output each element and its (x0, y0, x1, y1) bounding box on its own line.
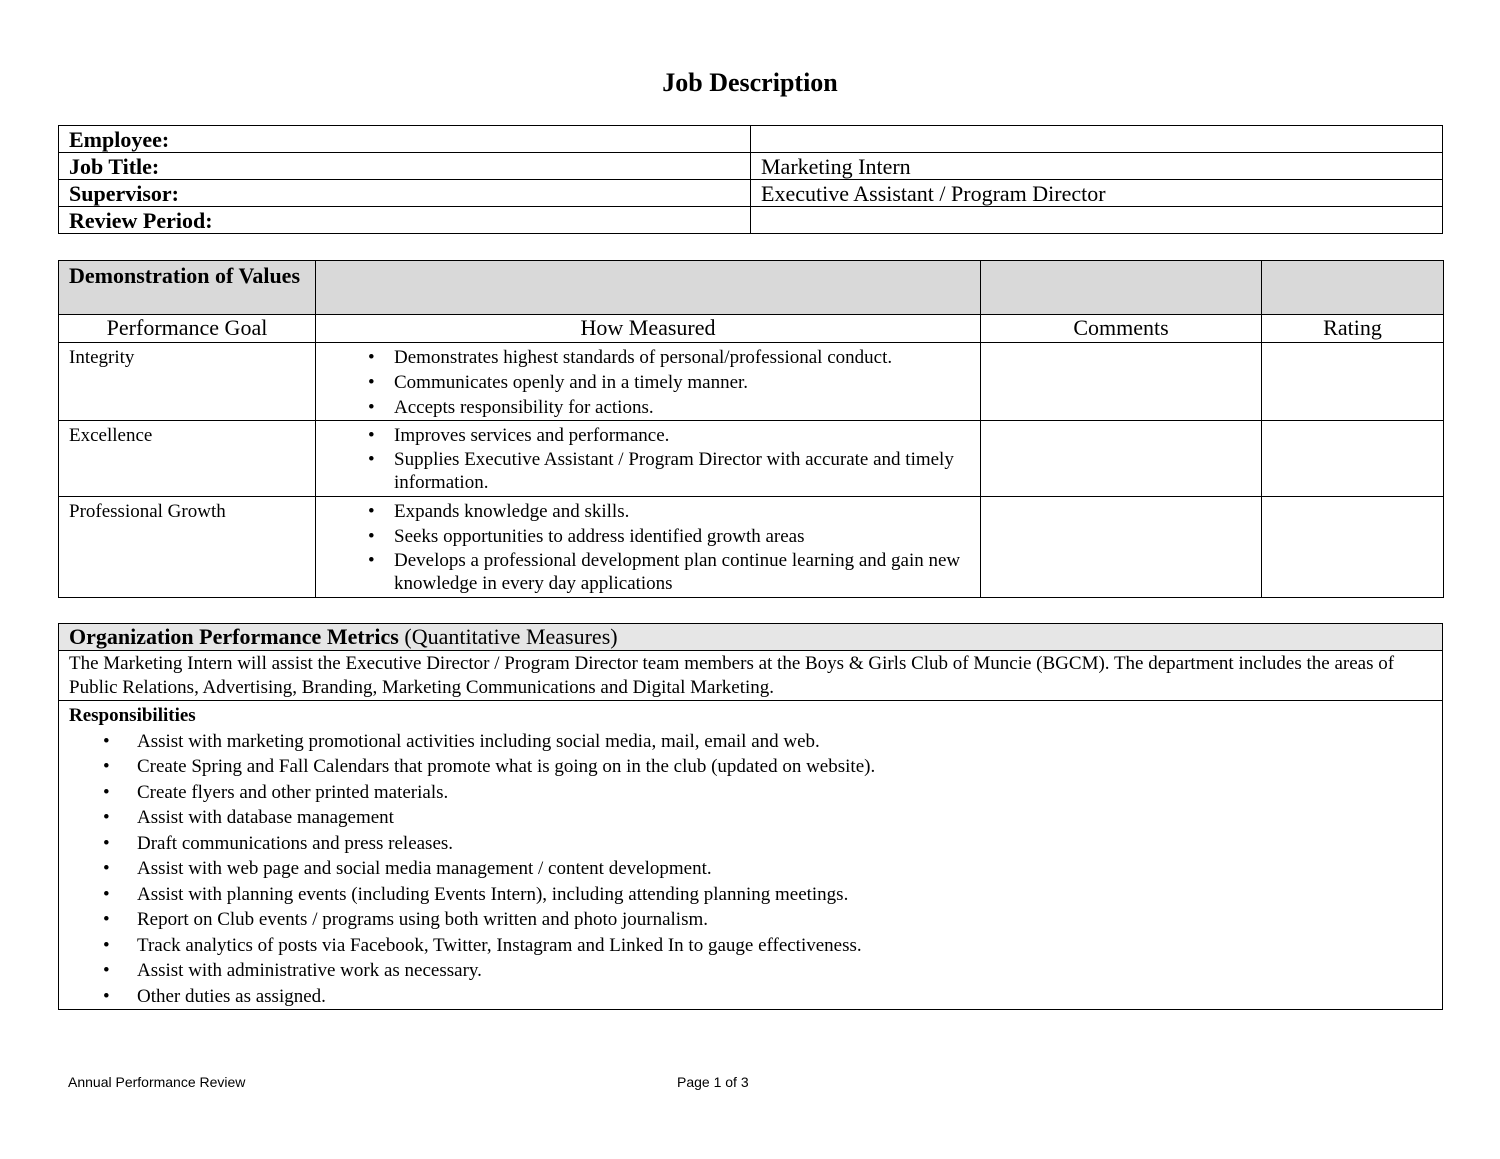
job-title-value: Marketing Intern (751, 153, 1443, 180)
values-section-title: Demonstration of Values (59, 261, 316, 315)
values-table (58, 260, 1444, 598)
values-column-headers (59, 315, 1444, 343)
responsibility-item: • Assist with administrative work as necessary. (69, 958, 1432, 984)
org-metrics-subtitle: (Quantitative Measures) (398, 624, 618, 649)
values-section-header (59, 261, 1444, 315)
responsibility-item: • Report on Club events / programs using both written and photo journalism. (69, 907, 1432, 933)
rating-cell (1262, 343, 1444, 421)
info-row-job-title (59, 153, 1443, 180)
comments-cell (981, 343, 1262, 421)
responsibility-item: • Assist with marketing promotional activities including social media, mail, email and web. (69, 729, 1432, 755)
employee-value (751, 126, 1443, 153)
responsibilities-row (59, 701, 1443, 1010)
supervisor-value: Executive Assistant / Program Director (751, 180, 1443, 207)
org-metrics-header (59, 624, 1443, 651)
values-row-professional-growth (59, 497, 1444, 598)
supervisor-label: Supervisor: (59, 180, 751, 207)
org-metrics-description-row (59, 651, 1443, 701)
measure-item: • Improves services and performance. (326, 423, 970, 448)
job-title-label: Job Title: (59, 153, 751, 180)
goal-cell: Excellence (59, 421, 316, 497)
org-metrics-title: Organization Performance Metrics (69, 624, 399, 649)
measure-item: • Demonstrates highest standards of personal/professional conduct. (326, 345, 970, 370)
info-row-supervisor (59, 180, 1443, 207)
column-header-rating: Rating (1262, 315, 1444, 343)
footer-document-name: Annual Performance Review (68, 1074, 246, 1090)
footer-page-number: Page 1 of 3 (677, 1074, 749, 1090)
responsibility-item: • Track analytics of posts via Facebook, Twitter, Instagram and Linked In to gauge effectiveness. (69, 933, 1432, 959)
responsibility-item: • Assist with web page and social media management / content development. (69, 856, 1432, 882)
measure-item: • Expands knowledge and skills. (326, 499, 970, 524)
values-row-excellence (59, 421, 1444, 497)
comments-cell (981, 421, 1262, 497)
column-header-goal: Performance Goal (59, 315, 316, 343)
measures-cell (316, 497, 981, 598)
measure-item: • Develops a professional development plan continue learning and gain new knowledge in every day applications (326, 549, 970, 595)
rating-cell (1262, 497, 1444, 598)
review-period-label: Review Period: (59, 207, 751, 234)
measures-cell (316, 343, 981, 421)
responsibility-item: • Create Spring and Fall Calendars that promote what is going on in the club (updated on website). (69, 754, 1432, 780)
measure-item: • Accepts responsibility for actions. (326, 395, 970, 420)
values-row-integrity (59, 343, 1444, 421)
comments-cell (981, 497, 1262, 598)
info-row-review-period (59, 207, 1443, 234)
employee-label: Employee: (59, 126, 751, 153)
column-header-measured: How Measured (316, 315, 981, 343)
responsibility-item: • Create flyers and other printed materials. (69, 780, 1432, 806)
responsibility-item: • Assist with database management (69, 805, 1432, 831)
responsibility-item: • Draft communications and press releases. (69, 831, 1432, 857)
employee-info-table (58, 125, 1443, 234)
review-period-value (751, 207, 1443, 234)
responsibilities-list (69, 729, 1432, 1010)
page-title: Job Description (662, 68, 838, 97)
info-row-employee (59, 126, 1443, 153)
measures-cell (316, 421, 981, 497)
responsibility-item: • Other duties as assigned. (69, 984, 1432, 1010)
measure-item: • Supplies Executive Assistant / Program Director with accurate and timely information. (326, 448, 970, 494)
responsibilities-title: Responsibilities (69, 705, 196, 726)
org-metrics-table (58, 623, 1443, 1010)
goal-cell: Professional Growth (59, 497, 316, 598)
measure-item: • Communicates openly and in a timely manner. (326, 370, 970, 395)
goal-cell: Integrity (59, 343, 316, 421)
measure-item: • Seeks opportunities to address identified growth areas (326, 524, 970, 549)
responsibility-item: • Assist with planning events (including Events Intern), including attending planning meetings. (69, 882, 1432, 908)
column-header-comments: Comments (981, 315, 1262, 343)
org-metrics-description: The Marketing Intern will assist the Executive Director / Program Director team members at the Boys & Girls Club of Muncie (BGCM). The department includes the areas of Public Relations, Advertising, Branding, Marketing Communications and Digital Marketing. (59, 651, 1443, 701)
rating-cell (1262, 421, 1444, 497)
